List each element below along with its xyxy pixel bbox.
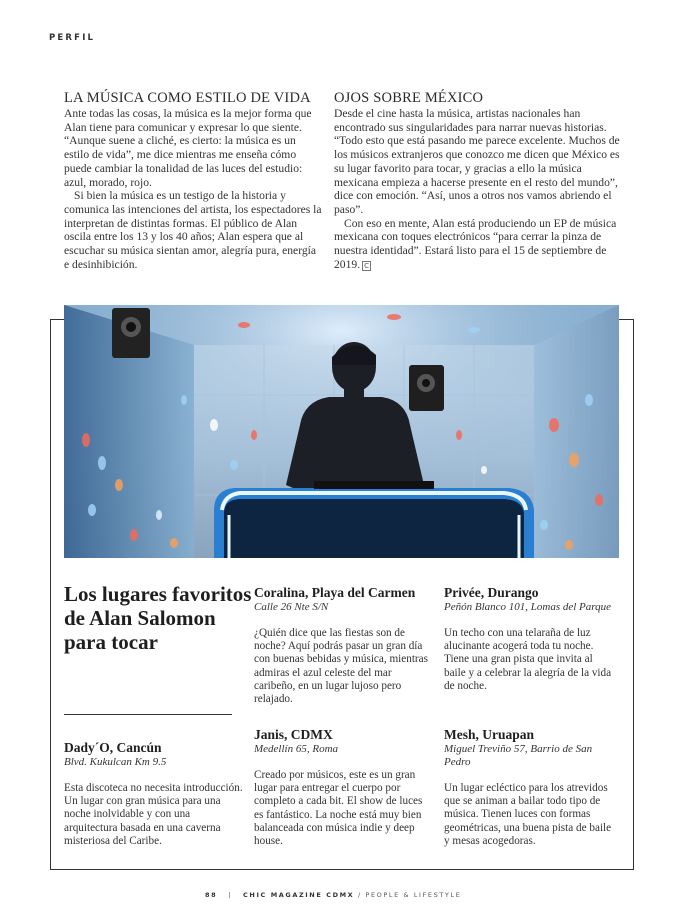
right-paragraph-text: Con eso en mente, Alan está produciendo un EP de música mexicana con toques electrónicos “para cerrar la pinza de nuestra identidad”. Estará listo para el 15 de septiembre de 2019. xyxy=(334,216,617,271)
venue-card xyxy=(254,585,434,706)
venue-name: Privée, Durango xyxy=(444,585,539,600)
feature-title: Los lugares favoritos de Alan Salomon para tocar xyxy=(64,582,252,654)
dj-photo-illustration xyxy=(64,305,619,558)
venue-name: Coralina, Playa del Carmen xyxy=(254,585,416,600)
venue-card xyxy=(444,727,616,848)
magazine-name: CHIC MAGAZINE CDMX xyxy=(243,891,355,899)
venue-card xyxy=(64,740,244,848)
feature-divider xyxy=(64,714,232,715)
venue-name: Mesh, Uruapan xyxy=(444,727,535,742)
venue-description: Un lugar ecléctico para los atrevidos que se animan a bailar todo tipo de música. Tienen luces con formas geométricas, una buena pista de baile y mesas acogedoras. xyxy=(444,782,612,847)
left-heading: LA MÚSICA COMO ESTILO DE VIDA xyxy=(64,90,311,106)
dj-photo xyxy=(64,305,619,558)
page-number: 88 xyxy=(205,891,218,899)
speaker-left-icon xyxy=(112,308,150,358)
speaker-right-icon xyxy=(409,365,444,411)
venue-address: Blvd. Kukulcan Km 9.5 xyxy=(64,756,167,768)
left-paragraph: Ante todas las cosas, la música es la mejor forma que Alan tiene para comunicar y expresar lo que siente. “Aunque suene a cliché, es cierto: la música es un estilo de vida”, me dice mientras me enseña cómo puede cambiar la tonalidad de las luces del estudio: azul, morado, rojo. xyxy=(64,107,312,189)
left-paragraph: Si bien la música es un testigo de la historia y comunica las intenciones del artista, los espectadores la interpretan de distintas formas. El público de Alan oscila entre los 13 y los 40 años; Alan espera que al escuchar su música sientan amor, alegría pura, energía e desinhibición. xyxy=(64,189,322,271)
venue-description: Un techo con una telaraña de luz alucinante acogerá toda tu noche. Tiene una gran pista que invita al baile y a celebrar la alegría de la vida de noche. xyxy=(444,627,612,692)
right-paragraph xyxy=(334,217,624,274)
article-right-column xyxy=(334,90,624,273)
venue-card xyxy=(254,727,434,848)
right-paragraph: Desde el cine hasta la música, artistas nacionales han encontrado sus singularidades para narrar nuevas historias. “Todo esto que está pasando me parece excelente. Muchos de los músicos extranjeros que conozco me dicen que México es su lugar favorito para tocar, y gracias a ello la música mexicana empieza a hacerse presente en el resto del mundo”, dice con emoción. “Así, unos a otros nos vamos abriendo el paso”. xyxy=(334,107,620,216)
footer-section: / PEOPLE & LIFESTYLE xyxy=(357,891,462,899)
venue-description: Esta discoteca no necesita introducción. Un lugar con gran música para una noche inolvidable y con una arquitectura basada en una caverna misteriosa del Caribe. xyxy=(64,782,243,847)
footer-separator: | xyxy=(228,891,233,899)
article-left-column xyxy=(64,90,322,271)
section-tag: PERFIL xyxy=(49,33,96,43)
venue-address: Miguel Treviño 57, Barrio de San Pedro xyxy=(444,743,593,768)
venue-address: Peñón Blanco 101, Lomas del Parque xyxy=(444,601,612,613)
venue-address: Medellín 65, Roma xyxy=(254,743,339,755)
end-mark-icon: C xyxy=(364,261,369,270)
venue-description: Creado por músicos, este es un gran lugar para entregar el cuerpo por completo a cada bit. El show de luces es fantástico. La noche está muy bien balanceada con música indie y deep house. xyxy=(254,769,423,848)
venue-name: Janis, CDMX xyxy=(254,727,333,742)
venue-address: Calle 26 Nte S/N xyxy=(254,601,329,613)
dj-booth xyxy=(214,481,534,558)
venue-card xyxy=(444,585,616,693)
page-footer xyxy=(205,891,461,899)
venue-name: Dady´O, Cancún xyxy=(64,740,162,755)
venue-description: ¿Quién dice que las fiestas son de noche? Aquí podrás pasar un gran día con buenas bebidas y música, mientras admiras el azul celeste del mar caribeño, en un lugar lujoso pero relajado. xyxy=(254,627,428,706)
right-heading: OJOS SOBRE MÉXICO xyxy=(334,90,484,106)
